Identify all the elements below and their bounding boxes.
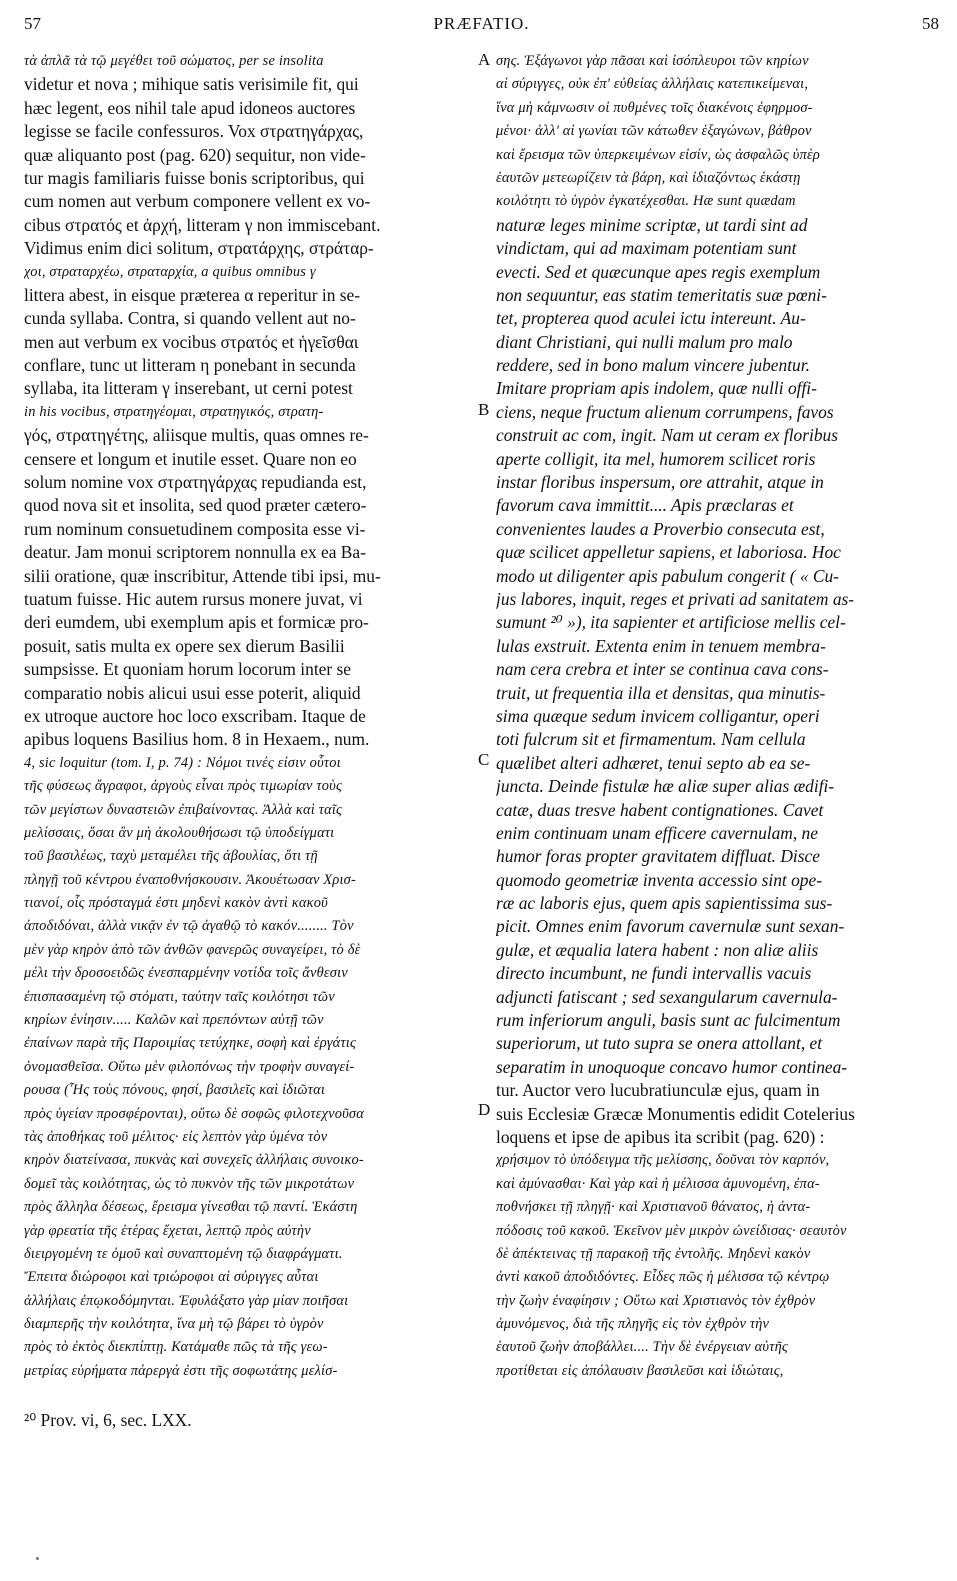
text-line: silii oratione, quæ inscribitur, Attende tibi ipsi, mu-	[24, 565, 381, 586]
text-line: ἀλλήλαις ἐπῳκοδόμηνται. Ἐφυλάξατο γὰρ μίαν ποιῆσαι	[24, 1292, 349, 1309]
text-line: Ἔπειτα διώροφοι καὶ τριώροφοι αἱ σύριγγες αὗται	[24, 1269, 319, 1286]
page-number-right: 58	[922, 14, 939, 33]
text-line: πόδοσις τοῦ κακοῦ. Ἐκεῖνον μὲν μικρὸν ὠνείδισας· σεαυτὸν	[496, 1222, 847, 1239]
text-line: legisse se facile confessuros. Vox στρατηγάρχας,	[24, 121, 364, 142]
footnote: ²⁰ Prov. vi, 6, sec. LXX.	[24, 1410, 192, 1430]
text-line: ἐπαίνων παρὰ τῆς Παροιμίας τετύχηκε, σοφὴ καὶ ἐργάτις	[24, 1035, 357, 1052]
text-line: deatur. Jam monui scriptorem nonnulla ex ea Ba-	[24, 542, 366, 563]
text-line: ciens, neque fructum alienum corrumpens, favos	[496, 401, 834, 422]
text-line: τὴν ζωὴν ἐναφίησιν ; Οὕτω καὶ Χριστιανὸς τὸν ἐχθρὸν	[496, 1292, 816, 1309]
margin-letter-b: B	[478, 400, 490, 419]
text-line: tur. Auctor vero lucubratiunculæ ejus, quam in	[496, 1080, 820, 1101]
text-line: vindictam, qui ad maximam potentiam sunt	[496, 238, 797, 259]
text-line: χοι, στραταρχέω, στραταρχία, a quibus omnibus γ	[24, 263, 316, 280]
text-line: truit, ut frequentia illa et densitas, qua minutis-	[496, 682, 826, 703]
text-line: χρήσιμον τὸ ὑπόδειγμα τῆς μελίσσης, δοῦναι τὸν καρπόν,	[496, 1152, 830, 1169]
margin-letter-d: D	[478, 1100, 491, 1119]
text-line: πρὸς ἄλληλα δέσεως, ἔρεισμα γίνεσθαι τῷ παντί. Ἑκάστη	[24, 1199, 358, 1216]
text-line: μὲν γὰρ κηρὸν ἀπὸ τῶν ἀνθῶν φανερῶς συναγείρει, τὸ δὲ	[24, 941, 361, 958]
text-line: modo ut diligenter apis pabulum congerit ( « Cu-	[496, 565, 839, 586]
text-line: rum inferiorum anguli, basis sunt ac fulcimentum	[496, 1010, 841, 1031]
text-line: μετρίας εὑρήματα πάρεργά ἐστι τῆς σοφωτάτης μελίσ-	[24, 1362, 338, 1379]
text-line: instar floribus inspersum, ore attrahit, atque in	[496, 472, 824, 493]
text-line: quæ scilicet appelletur sapiens, et laboriosa. Hoc	[496, 542, 841, 563]
text-line: picit. Omnes enim favorum cavernulæ sunt sexan-	[496, 916, 845, 937]
text-line: adjuncti fatiscant ; sed sexangularum cavernula-	[496, 986, 838, 1007]
text-line: quæ aliquanto post (pag. 620) sequitur, non vide-	[24, 144, 366, 165]
text-line: sumunt ²⁰ »), ita sapienter et artificiose mellis cel-	[496, 612, 846, 633]
running-header	[24, 14, 939, 42]
text-line: δομεῖ τὰς κοιλότητας, ὡς τὸ πυκνὸν τῆς τῶν μικροτάτων	[24, 1175, 355, 1192]
scan-speck	[36, 1557, 39, 1560]
text-line: πρὸς τὸ ἐκτὸς διεκπίπτῃ. Κατάμαθε πῶς τὰ τῆς γεω-	[24, 1339, 328, 1356]
running-title: PRÆFATIO.	[433, 14, 530, 33]
text-line: πρὸς ὑγείαν προσφέρονται), οὕτω δὲ σοφῶς φιλοτεχνοῦσα	[24, 1105, 364, 1122]
text-line: τιανοί, οἷς πρόσταγμά ἐστι μηδενὶ κακὸν ἀντὶ κακοῦ	[24, 895, 328, 912]
text-line: quælibet alteri adhæret, tenui septo ab ea se-	[496, 752, 811, 773]
text-line: ρουσα (Ἧς τοὺς πόνους, φησί, βασιλεῖς καὶ ἰδιῶται	[24, 1082, 326, 1099]
text-line: videtur et nova ; mihique satis verisimile fit, qui	[24, 74, 359, 95]
text-line: reddere, sed in bono malum vincere jubentur.	[496, 355, 810, 376]
text-line: σης. Ἑξάγωνοι γὰρ πᾶσαι καὶ ἰσόπλευροι τῶν κηρίων	[496, 53, 809, 69]
text-line: ex utroque auctore hoc loco exscribam. Itaque de	[24, 705, 366, 726]
text-line: censere et longum et inutile esset. Quare non eo	[24, 448, 357, 469]
text-line: hæc legent, eos nihil tale apud idoneos auctores	[24, 97, 356, 118]
text-line: ποθνήσκει τῇ πληγῇ· καὶ Χριστιανοῦ θάνατος, ἡ ἀντα-	[496, 1199, 811, 1216]
text-line: gulæ, et æqualia latera habent : non aliæ aliis	[496, 939, 819, 960]
text-line: ἑαυτοῦ ζωὴν ἀποβάλλει.... Τὴν δὲ ἐνέργειαν αὐτῆς	[496, 1339, 788, 1356]
text-line: δὲ ἀπέκτεινας τῇ παρακοῇ τῆς ἐντολῆς. Μηδενὶ κακὸν	[496, 1245, 811, 1262]
text-line: comparatio nobis alicui usui esse poterit, aliquid	[24, 682, 361, 703]
text-line: separatim in unoquoque concavo humor continea-	[496, 1056, 848, 1077]
text-line: enim continuam unam efficere cavernulam, ne	[496, 822, 818, 843]
text-line: αἱ σύριγγες, οὐκ ἐπ' εὐθείας ἀλλήλαις κατεπικείμεναι,	[496, 76, 809, 93]
text-line: cibus στρατός et ἀρχή, litteram γ non immiscebant.	[24, 214, 381, 235]
text-line: Vidimus enim dici solitum, στρατάρχης, στράταρ-	[24, 238, 374, 259]
text-line: sumpsisse. Et quoniam horum locorum inter se	[24, 659, 351, 680]
text-line: κηρὸν διατείνασα, πυκνὰς καὶ συνεχεῖς ἀλλήλαις συνοικο-	[24, 1152, 364, 1169]
text-line: κοιλότητι τὸ ὑγρὸν ἐγκατέχεσθαι. Hæ sunt quædam	[496, 193, 796, 210]
text-line: naturæ leges minime scriptæ, ut tardi sint ad	[496, 214, 808, 235]
text-line: construit ac com, ingit. Nam ut ceram ex floribus	[496, 425, 838, 446]
text-line: καὶ ἀμύνασθαι· Καὶ γὰρ καὶ ἡ μέλισσα ἀμυνομένη, ἐπα-	[496, 1175, 820, 1192]
right-column	[496, 50, 932, 1383]
text-line: diant Christiani, qui nulli malum pro malo	[496, 331, 793, 352]
text-line: rum nominum consuetudinem composita esse vi-	[24, 518, 366, 539]
text-line: deri eumdem, ubi exemplum apis et formicæ pro-	[24, 612, 369, 633]
text-line: μέλι τὴν δροσοειδῶς ἐνεσπαρμένην νοτίδα τοῖς ἄνθεσιν	[24, 965, 348, 982]
text-line: τῶν μεγίστων δυναστειῶν ἐπιβαίνοντας. Ἀλλὰ καὶ ταῖς	[24, 801, 343, 818]
text-line: γός, στρατηγέτης, aliisque multis, quas omnes re-	[24, 425, 369, 446]
text-line: τὰς ἀποθήκας τοῦ μέλιτος· εἰς λεπτὸν γὰρ ὑμένα τὸν	[24, 1128, 328, 1145]
text-line: ἀποδιδόναι, ἀλλὰ νικᾷν ἐν τῷ ἀγαθῷ τὸ κακόν........ Τὸν	[24, 918, 354, 935]
text-line: διαμπερῆς τὴν κοιλότητα, ἵνα μὴ τῷ βάρει τὸ ὑγρὸν	[24, 1316, 324, 1333]
text-line: lulas exstruit. Extenta enim in tenuem membra-	[496, 635, 826, 656]
text-line: ἵνα μὴ κάμνωσιν οἱ πυθμένες τοῖς διακένοις ἐφηρμοσ-	[496, 99, 813, 116]
text-line: ἀμυνόμενος, διὰ τῆς πληγῆς εἰς τὸν ἐχθρὸν τὴν	[496, 1316, 770, 1333]
text-line: τὰ ἁπλᾶ τὰ τῷ μεγέθει τοῦ σώματος, per se insolita	[24, 53, 324, 69]
text-line: tet, propterea quod aculei ictu intereunt. Au-	[496, 308, 806, 329]
margin-letter-c: C	[478, 750, 490, 769]
text-line: μένοι· ἀλλ' αἱ γωνίαι τῶν κάτωθεν ἑξαγώνων, βάθρον	[496, 123, 812, 140]
text-line: posuit, satis multa ex opere sex dierum Basilii	[24, 635, 345, 656]
text-line: γὰρ φρεατία τῆς ἑτέρας ἔχεται, λεπτῷ πρὸς αὐτὴν	[24, 1222, 311, 1239]
text-line: tuatum fuisse. Hic autem rursus monere juvat, vi	[24, 588, 363, 609]
text-line: μελίσσαις, ὅσαι ἂν μὴ ἀκολουθήσωσι τῷ ὑποδείγματι	[24, 824, 335, 841]
text-line: catæ, duas tresve habent contignationes. Cavet	[496, 799, 824, 820]
text-line: quomodo geometriæ inventa accessio sint ope-	[496, 869, 823, 890]
margin-letter-a: A	[478, 50, 491, 69]
text-line: suis Ecclesiæ Græcæ Monumentis edidit Cotelerius	[496, 1103, 855, 1124]
text-line: littera abest, in eisque præterea α reperitur in se-	[24, 284, 361, 305]
text-line: evecti. Sed et quæcunque apes regis exemplum	[496, 261, 821, 282]
text-line: nam cera crebra et inter se continua cava cons-	[496, 659, 829, 680]
text-line: conflare, tunc ut litteram η ponebant in secunda	[24, 355, 356, 376]
text-line: tur magis familiaris fuisse bonis scriptoribus, qui	[24, 167, 365, 188]
left-column	[24, 50, 474, 1383]
text-line: in his vocibus, στρατηγέομαι, στρατηγικός, στρατη-	[24, 403, 324, 420]
text-line: sima quæque sedum invicem colligantur, operi	[496, 705, 820, 726]
text-line: juncta. Deinde fistulæ hæ aliæ super alias ædifi-	[496, 776, 835, 797]
text-line: cunda syllaba. Contra, si quando vellent aut no-	[24, 308, 356, 329]
text-line: syllaba, ita litteram γ inserebant, ut cerni potest	[24, 378, 353, 399]
text-line: διειργομένη τε ὁμοῦ καὶ συναπτομένη τῷ διαφράγματι.	[24, 1245, 343, 1262]
text-line: non sequuntur, eas statim temeritatis suæ pœni-	[496, 284, 827, 305]
text-line: προτίθεται εἰς ἀπόλαυσιν βασιλεῦσι καὶ ἰδιώταις,	[496, 1362, 784, 1379]
text-line: ἀντὶ κακοῦ ἀποδιδόντες. Εἶδες πῶς ἡ μέλισσα τῷ κέντρῳ	[496, 1269, 830, 1286]
text-line: ἑαυτῶν μετεωρίζειν τὰ βάρη, καὶ ἰδιαζόντως ἑκάστῃ	[496, 169, 801, 186]
text-line: 4, sic loquitur (tom. I, p. 74) : Νόμοι τινές εἰσιν οὗτοι	[24, 754, 341, 771]
text-line: solum nomine vox στρατηγάρχας repudianda est,	[24, 472, 367, 493]
text-line: ὀνομασθεῖσα. Οὕτω μὲν φιλοπόνως τὴν τροφὴν συναγεί-	[24, 1058, 355, 1075]
text-line: cum nomen aut verbum componere vellent ex vo-	[24, 191, 371, 212]
text-line: jus labores, inquit, reges et privati ad sanitatem as-	[496, 588, 855, 609]
text-line: ἐπισπασαμένη τῷ στόματι, ταύτην ταῖς κοιλότησι τῶν	[24, 988, 335, 1005]
text-line: toti fulcrum sit et firmamentum. Nam cellula	[496, 729, 806, 750]
text-line: directo incumbunt, ne fundi intervallis vacuis	[496, 963, 812, 984]
text-line: Imitare propriam apis indolem, quæ nulli offi-	[496, 378, 817, 399]
text-line: quod nova sit et insolita, sed quod præter cætero-	[24, 495, 367, 516]
text-line: aperte colligit, ita mel, humorem scilicet roris	[496, 448, 816, 469]
text-line: ræ ac laboris ejus, quem apis sapientissima sus-	[496, 893, 833, 914]
text-line: κηρίων ἐνίησιν..... Καλῶν καὶ πρεπόντων αὐτῇ τῶν	[24, 1012, 324, 1029]
text-line: τῆς φύσεως ἄγραφοι, ἀργοὺς εἶναι πρὸς τιμωρίαν τοὺς	[24, 778, 342, 795]
text-line: loquens et ipse de apibus ita scribit (pag. 620) :	[496, 1126, 825, 1147]
text-line: πληγῇ τοῦ κέντρου ἐναποθνήσκουσιν. Ἀκουέτωσαν Χρισ-	[24, 871, 356, 888]
text-line: καὶ ἔρεισμα τῶν ὑπερκειμένων εἰσίν, ὡς ἀσφαλῶς ὑπὲρ	[496, 146, 820, 163]
text-line: apibus loquens Basilius hom. 8 in Hexaem., num.	[24, 729, 370, 750]
text-line: men aut verbum ex vocibus στρατός et ἡγεῖσθαι	[24, 331, 359, 352]
text-line: superiorum, ut tuto supra se onera attollant, et	[496, 1033, 823, 1054]
page-number-left: 57	[24, 14, 41, 33]
text-line: favorum cava immittit.... Apis præclaras et	[496, 495, 794, 516]
text-line: humor foras propter gravitatem diffluat. Disce	[496, 846, 820, 867]
text-line: convenientes laudes a Proverbio consecuta est,	[496, 518, 825, 539]
text-line: τοῦ βασιλέως, ταχὺ μεταμέλει τῆς ἀβουλίας, ὅτι τῇ	[24, 848, 318, 865]
